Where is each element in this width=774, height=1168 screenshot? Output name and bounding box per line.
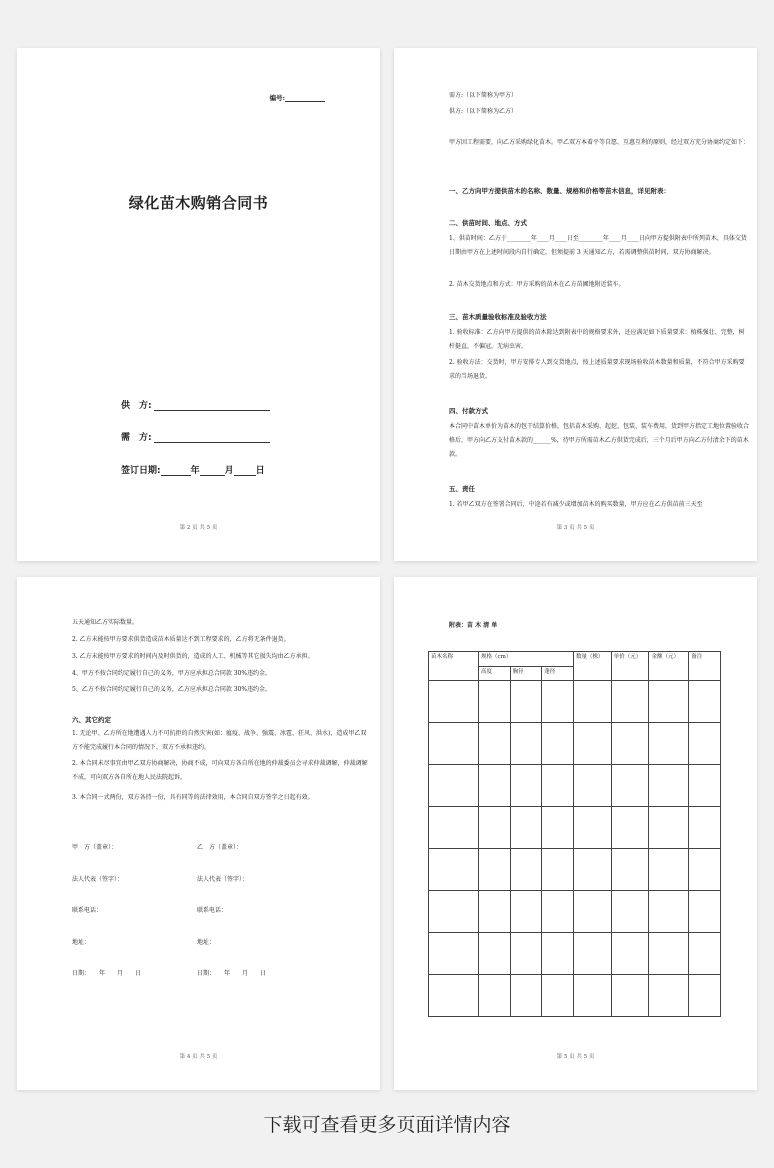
table-cell xyxy=(649,765,689,807)
table-row xyxy=(429,681,721,723)
para-0: 五天通知乙方实际数量。 xyxy=(72,619,139,626)
para-3: 4、甲方不按合同约定履行自己的义务，甲方应承担总合同款 30%违约金。 xyxy=(72,670,272,677)
section-2-para-1: 1、供苗时间：乙方于________年____月____日至________年____月____日向甲方提供附表中所列苗木，具体交货日期由甲方在上述时间段内自行确定，但须提前 3 天通知乙方，若需调整供苗时间，双方协商解决。 xyxy=(449,235,747,256)
section-2-title: 二、供苗时间、地点、方式 xyxy=(449,219,527,227)
party-b-phone: 联系电话： xyxy=(197,907,228,914)
table-cell xyxy=(542,975,574,1017)
table-cell xyxy=(611,807,649,849)
table-cell xyxy=(510,723,542,765)
header-spec: 规格（cm） xyxy=(479,652,574,667)
month-blank xyxy=(200,465,225,476)
party-a-address: 地址： xyxy=(72,939,91,946)
page-cover xyxy=(17,48,380,561)
table-cell xyxy=(611,723,649,765)
header-note: 备注 xyxy=(689,652,721,681)
para-2: 3. 乙方未能按甲方要求的时间内及时供货的，造成的人工、机械等其它损失均由乙方承担。 xyxy=(72,653,314,660)
table-row xyxy=(429,723,721,765)
download-caption: 下载可查看更多页面详情内容 xyxy=(263,1114,511,1136)
table-cell xyxy=(649,807,689,849)
table-header-row xyxy=(429,652,721,667)
table-cell xyxy=(689,765,721,807)
section-5-title: 五、责任 xyxy=(449,485,475,493)
day-blank xyxy=(234,465,256,476)
page-terms-1 xyxy=(394,48,757,561)
section-1-title: 一、乙方向甲方提供苗木的名称、数量、规格和价格等苗木信息，详见附表： xyxy=(449,187,670,195)
table-cell xyxy=(689,807,721,849)
table-row xyxy=(429,891,721,933)
header-diameter: 胸径 xyxy=(510,666,542,681)
section-2-para-2: 2. 苗木交货地点和方式：甲方采购的苗木在乙方苗圃地附近装车。 xyxy=(449,281,625,288)
party-b-date: 日期： 年 月 日 xyxy=(197,970,267,977)
table-cell xyxy=(510,891,542,933)
table-cell xyxy=(429,849,479,891)
page-terms-2 xyxy=(17,577,380,1090)
section-3-para-1: 1. 验收标准：乙方向甲方提供的苗木除达到附表中的规格要求外，还应满足如下质量要求：植株强壮、完整，树杆挺直，不偏冠，无病虫害。 xyxy=(449,329,745,350)
header-amount: 金额（元） xyxy=(649,652,689,681)
table-cell xyxy=(429,933,479,975)
buyer-label: 需 方: xyxy=(121,433,152,443)
table-cell xyxy=(510,849,542,891)
table-cell xyxy=(542,849,574,891)
table-cell xyxy=(573,807,611,849)
page-footer: 第 5 页 共 5 页 xyxy=(556,1054,595,1060)
sign-date-label: 签订日期: xyxy=(121,466,161,476)
header-qty: 数量（株） xyxy=(573,652,611,681)
header-height: 高度 xyxy=(479,666,511,681)
header-price: 单价（元） xyxy=(611,652,649,681)
table-cell xyxy=(479,765,511,807)
party-a-rep: 法人代表（签字）： xyxy=(72,876,124,883)
table-cell xyxy=(429,807,479,849)
table-cell xyxy=(649,933,689,975)
table-cell xyxy=(479,933,511,975)
supplier-line: 供方:（以下简称为乙方） xyxy=(449,108,518,115)
page-footer: 第 3 页 共 5 页 xyxy=(556,525,595,531)
table-cell xyxy=(542,723,574,765)
contract-number-blank xyxy=(285,93,325,102)
table-cell xyxy=(689,975,721,1017)
table-cell xyxy=(611,765,649,807)
table-cell xyxy=(649,681,689,723)
table-row xyxy=(429,849,721,891)
page-seedling-list xyxy=(394,577,757,1090)
table-row xyxy=(429,807,721,849)
day-label: 日 xyxy=(255,466,265,476)
page-footer: 第 4 页 共 5 页 xyxy=(179,1054,218,1060)
header-name: 苗木名称 xyxy=(429,652,479,681)
table-cell xyxy=(479,681,511,723)
contract-title: 绿化苗木购销合同书 xyxy=(128,194,269,212)
month-label: 月 xyxy=(224,466,234,476)
table-cell xyxy=(689,891,721,933)
para-1: 2. 乙方未能按甲方要求供货造成苗木质量达不到工程要求的，乙方将无条件退货。 xyxy=(72,636,290,643)
section-5-para-1: 1. 若甲乙双方在签署合同后，中途若有减少或增加苗木的购买数量，甲方应在乙方供苗前三天至 xyxy=(449,501,703,508)
table-cell xyxy=(689,681,721,723)
table-body xyxy=(429,681,721,1017)
buyer-line: 需方:（以下简称为甲方） xyxy=(449,92,518,99)
table-cell xyxy=(611,933,649,975)
table-cell xyxy=(479,975,511,1017)
table-cell xyxy=(510,975,542,1017)
table-cell xyxy=(429,765,479,807)
header-crown: 蓬径 xyxy=(542,666,574,681)
table-cell xyxy=(429,723,479,765)
buyer-field xyxy=(121,430,270,443)
table-cell xyxy=(611,681,649,723)
table-cell xyxy=(542,891,574,933)
table-cell xyxy=(479,807,511,849)
para-4: 5、乙方不按合同约定履行自己的义务，乙方应承担总合同款 30%违约金。 xyxy=(72,686,272,693)
contract-number-label: 编号: xyxy=(269,94,285,102)
table-row xyxy=(429,975,721,1017)
table-cell xyxy=(611,891,649,933)
table-cell xyxy=(689,933,721,975)
table-cell xyxy=(542,933,574,975)
party-b-rep: 法人代表（签字）： xyxy=(197,876,249,883)
sign-date-field xyxy=(121,463,265,476)
table-cell xyxy=(573,681,611,723)
contract-number xyxy=(270,93,325,102)
section-3-para-2: 2. 验收方法：交货时，甲方安排专人到交货地点，按上述质量要求现场验收苗木数量和质量，不符合甲方采购要求的当场退货。 xyxy=(449,359,745,380)
table-cell xyxy=(649,723,689,765)
table-cell xyxy=(510,681,542,723)
table-row xyxy=(429,765,721,807)
supplier-blank xyxy=(154,400,270,411)
table-cell xyxy=(689,849,721,891)
section-6-para-1: 1. 无论甲、乙方所在地遭遇人力不可抗拒的自然灾害(如：瘟疫、战争、强震、冰雹、狂风、洪水)，造成甲乙双方不能完成履行本合同的情况下，双方不承担违约。 xyxy=(72,730,367,751)
appendix-title: 附表：苗 木 清 单 xyxy=(449,622,498,629)
section-6-para-2: 2. 本合同未尽事宜由甲乙双方协商解决，协商不成，可向双方各自所在地的仲裁委员会寻求仲裁调解，仲裁调解不成，可向双方各自所在地人民法院起诉。 xyxy=(72,760,368,781)
intro-paragraph: 甲方因工程需要，向乙方采购绿化苗木。甲乙双方本着平等自愿、互惠互利的原则，经过双方充分协商约定如下： xyxy=(449,139,750,146)
table-cell xyxy=(649,975,689,1017)
section-3-title: 三、苗木质量验收标准及验收方法 xyxy=(449,313,547,321)
section-6-para-3: 3. 本合同一式两份，双方各持一份，具有同等的法律效用，本合同自双方签字之日起有效。 xyxy=(72,794,314,801)
table-cell xyxy=(573,975,611,1017)
party-a-phone: 联系电话： xyxy=(72,907,103,914)
table-cell xyxy=(479,723,511,765)
table-cell xyxy=(611,849,649,891)
table-cell xyxy=(573,765,611,807)
year-label: 年 xyxy=(190,466,200,476)
seedling-table xyxy=(428,651,721,1017)
table-cell xyxy=(429,681,479,723)
section-4-para-1: 本合同中苗木单价为苗木的包干结算价格，包括苗木采购、起挖、包装、装车费用，货到甲方指定工地位置验收合格后，甲方向乙方支付苗木款的______%，待甲方所需苗木乙方供货完成后，三个月后甲方向乙方付清余下的苗木款。 xyxy=(449,423,750,458)
table-cell xyxy=(649,849,689,891)
table-cell xyxy=(573,849,611,891)
table-cell xyxy=(689,723,721,765)
table-cell xyxy=(429,975,479,1017)
supplier-field xyxy=(121,398,270,411)
table-cell xyxy=(573,891,611,933)
table-row xyxy=(429,933,721,975)
party-a-seal: 甲 方（盖章）： xyxy=(72,844,118,851)
buyer-blank xyxy=(154,432,270,443)
table-cell xyxy=(573,933,611,975)
table-cell xyxy=(611,975,649,1017)
table-cell xyxy=(479,891,511,933)
table-cell xyxy=(479,849,511,891)
party-b-address: 地址： xyxy=(197,939,216,946)
table-cell xyxy=(649,891,689,933)
party-a-date: 日期： 年 月 日 xyxy=(72,970,142,977)
section-6-title: 六、其它约定 xyxy=(72,716,111,724)
section-4-title: 四、付款方式 xyxy=(449,407,488,415)
page-footer: 第 2 页 共 5 页 xyxy=(179,525,218,531)
table-cell xyxy=(429,891,479,933)
supplier-label: 供 方: xyxy=(121,401,152,411)
table-cell xyxy=(510,807,542,849)
table-cell xyxy=(542,807,574,849)
party-b-seal: 乙 方（盖章）： xyxy=(197,844,243,851)
table-cell xyxy=(542,681,574,723)
year-blank xyxy=(161,465,191,476)
table-cell xyxy=(573,723,611,765)
table-cell xyxy=(510,933,542,975)
table-cell xyxy=(542,765,574,807)
table-cell xyxy=(510,765,542,807)
